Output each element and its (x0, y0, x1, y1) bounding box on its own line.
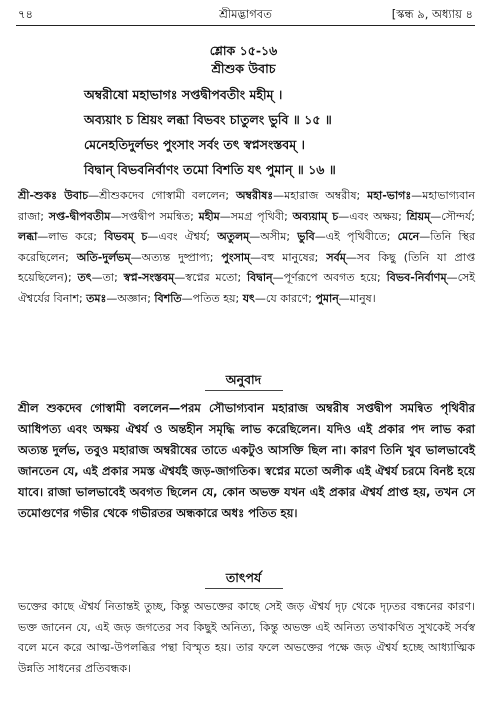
synonym-meaning: —লাভ করে; (37, 230, 105, 243)
synonym-term: শ্রী-শুকঃ উবাচ (18, 189, 89, 202)
synonym-entry (104, 230, 217, 243)
synonym-meaning: —অত্যন্ত দুষ্প্রাপ্য; (130, 250, 222, 264)
chapter-reference: [স্কন্ধ ৯, অধ্যায় ৪ (391, 7, 473, 21)
synonym-meaning: —অসীম; (249, 230, 298, 243)
synonym-meaning: —সৌন্দর্য; (430, 209, 475, 223)
synonym-meaning: —এই পৃথিবীতে; (314, 230, 398, 243)
synonym-entry (293, 210, 407, 223)
synonym-term: তমঃ (86, 291, 107, 305)
synonym-entry (315, 292, 375, 305)
synonym-entry (18, 189, 236, 202)
translation-heading-underline (205, 390, 283, 391)
synonym-meaning: —সব কিছু (তিনি যা প্রাপ্ত হয়েছিলেন); (18, 250, 475, 284)
verse-line: মেনেহতিদুর্লভং পুংসাং সর্বং তৎ স্বপ্নসংস্তবম্ । (84, 137, 305, 152)
synonym-term: বিভব-নির্বাণম্ (386, 271, 447, 284)
synonym-entry (154, 292, 242, 305)
header-divider (16, 25, 475, 26)
synonym-term: সপ্ত-দ্বীপবতীম (48, 209, 111, 223)
synonym-term: পুমান্ (315, 291, 339, 305)
synonym-term: বিশতি (154, 291, 182, 305)
synonym-term: লব্ধা (18, 230, 38, 243)
synonym-meaning: —এবং ঐশ্বর্য; (147, 230, 218, 243)
synonym-entry (243, 292, 316, 305)
verse-line: বিদ্বান্ বিভবনির্বাণং তমো বিশতি যৎ পুমান্ ॥ ১৬ ॥ (84, 162, 336, 177)
page-number: ৭৪ (18, 7, 33, 21)
synonym-entry (49, 210, 199, 223)
synonym-term: তৎ (77, 271, 92, 284)
sanskrit-verse (84, 82, 477, 182)
page-header (18, 6, 473, 24)
synonym-meaning: —সমগ্র পৃথিবী; (219, 209, 293, 223)
synonym-meaning: —শ্রীশুকদেব গোস্বামী বললেন; (88, 189, 237, 202)
synonym-entry (247, 271, 387, 284)
synonym-term: যৎ (242, 291, 255, 305)
synonym-meaning: —তা; (91, 271, 124, 284)
translation-heading: অনুবাদ (225, 372, 262, 387)
synonym-term: সর্বম্ (326, 250, 346, 264)
synonym-term: অতি-দুর্লভম্ (76, 250, 131, 264)
synonym-entry (221, 251, 326, 264)
synonym-term: স্বপ্ন-সংস্তবম্ (123, 271, 175, 284)
purport-heading: তাৎপর্য (225, 570, 262, 585)
synonym-meaning: —মানুষ। (338, 291, 376, 305)
verse-line: অম্বরীষো মহাভাগঃ সপ্তদ্বীপবতীং মহীম্ । (84, 87, 283, 102)
word-for-word-synonyms (18, 186, 475, 309)
synonym-entry (77, 251, 222, 264)
synonym-meaning: —স্বপ্নের মতো; (174, 271, 248, 284)
synonym-entry (217, 230, 297, 243)
synonym-term: মেনে (397, 230, 420, 243)
translation-text: শ্রীল শুকদেব গোস্বামী বললেন—পরম সৌভাগ্যবান মহারাজ অম্বরীষ সপ্তদ্বীপ সমন্বিত পৃথিবীর আধিপত্য এবং অক্ষয় ঐশ্বর্য ও অন্তহীন সমৃদ্ধি লাভ করেছিলেন। যদিও এই প্রকার পদ লাভ করা অত্যন্ত দুর্লভ, তবুও মহারাজ অম্বরীষের তাতে একটুও আসক্তি ছিল না। কারণ তিনি খুব ভালভাবেই জানতেন যে, এই প্রকার সমস্ত ঐশ্বর্যই জড়-জাগতিক। স্বপ্নের মতো অলীক এই ঐশ্বর্য চরমে বিনষ্ট হয়ে যাবে। রাজা ভালভাবেই অবগত ছিলেন যে, কোন অভক্ত যখন এই প্রকার ঐশ্বর্য প্রাপ্ত হয়, তখন সে তমোগুণের গভীর থেকে গভীরতর অন্ধকারে অধঃ পতিত হয়। (18, 401, 475, 520)
synonym-term: পুংসাম্ (221, 250, 251, 264)
book-title: শ্রীমদ্ভাগবত (219, 7, 272, 21)
synonym-entry (18, 230, 104, 243)
synonym-meaning: —অজ্ঞান; (106, 291, 155, 305)
synonym-meaning: —পতিত হয়; (181, 291, 243, 305)
purport-text: ভক্তের কাছে ঐশ্বর্য নিতান্তই তুচ্ছ, কিন্তু অভক্তের কাছে সেই জড় ঐশ্বর্য দৃঢ় থেকে দৃঢ়তর বন্ধনের কারণ। ভক্ত জানেন যে, এই জড় জগতের সব কিছুই অনিত্য, কিন্তু অভক্ত এই অনিত্য তথাকথিত সুখকেই সর্বস্ব বলে মনে করে আত্ম-উপলব্ধির পন্থা বিস্মৃত হয়। তার ফলে অভক্তের পক্ষে জড় ঐশ্বর্য হচ্ছে আধ্যাত্মিক উন্নতি সাধনের প্রতিবন্ধক। (18, 600, 475, 675)
synonym-meaning: —মহারাজ অম্বরীষ; (273, 189, 368, 202)
synonym-meaning: —সেই ঐশ্বর্যের বিনাশ; (18, 271, 476, 305)
synonym-term: অব্যয়াম্ চ (292, 209, 339, 223)
synonym-term: মহীম (198, 209, 220, 223)
synonym-entry (78, 271, 124, 284)
verse-number: শ্লোক ১৫-১৬ (209, 43, 278, 58)
verse-speaker: শ্রীশুক উবাচ (211, 61, 276, 76)
verse-line: অব্যয়াং চ শ্রিয়ং লব্ধা বিভবং চাতুলং ভুবি ॥ ১৫ ॥ (84, 112, 332, 127)
synonym-term: অতুলম্ (217, 230, 250, 243)
synonym-meaning: —এবং অক্ষয়; (338, 209, 407, 223)
synonym-term: অম্বরীষঃ (236, 189, 274, 202)
synonym-entry (86, 292, 154, 305)
purport-heading-underline (205, 588, 283, 589)
synonym-entry (407, 210, 475, 223)
synonym-meaning: —মহাভাগ্যবান রাজা; (18, 189, 475, 223)
synonym-meaning: —যে কারণে; (254, 291, 316, 305)
synonym-term: ভুবি (297, 230, 315, 243)
synonym-term: বিভবম্ চ (104, 230, 148, 243)
synonym-term: শ্রিয়ম্ (406, 209, 431, 223)
synonym-entry (199, 210, 293, 223)
verse-heading (0, 42, 487, 78)
synonym-meaning: —পূর্ণরূপে অবগত হয়ে; (272, 271, 387, 284)
synonym-term: বিদ্বান্ (247, 271, 273, 284)
synonym-entry (236, 189, 367, 202)
synonym-meaning: —তিনি স্থির করেছিলেন; (18, 230, 475, 264)
synonym-meaning: —সপ্তদ্বীপ সমন্বিত; (110, 209, 199, 223)
synonym-meaning: —বহু মানুষের; (250, 250, 327, 264)
synonym-entry (124, 271, 247, 284)
synonym-entry (297, 230, 397, 243)
synonym-term: মহা-ভাগঃ (367, 189, 412, 202)
